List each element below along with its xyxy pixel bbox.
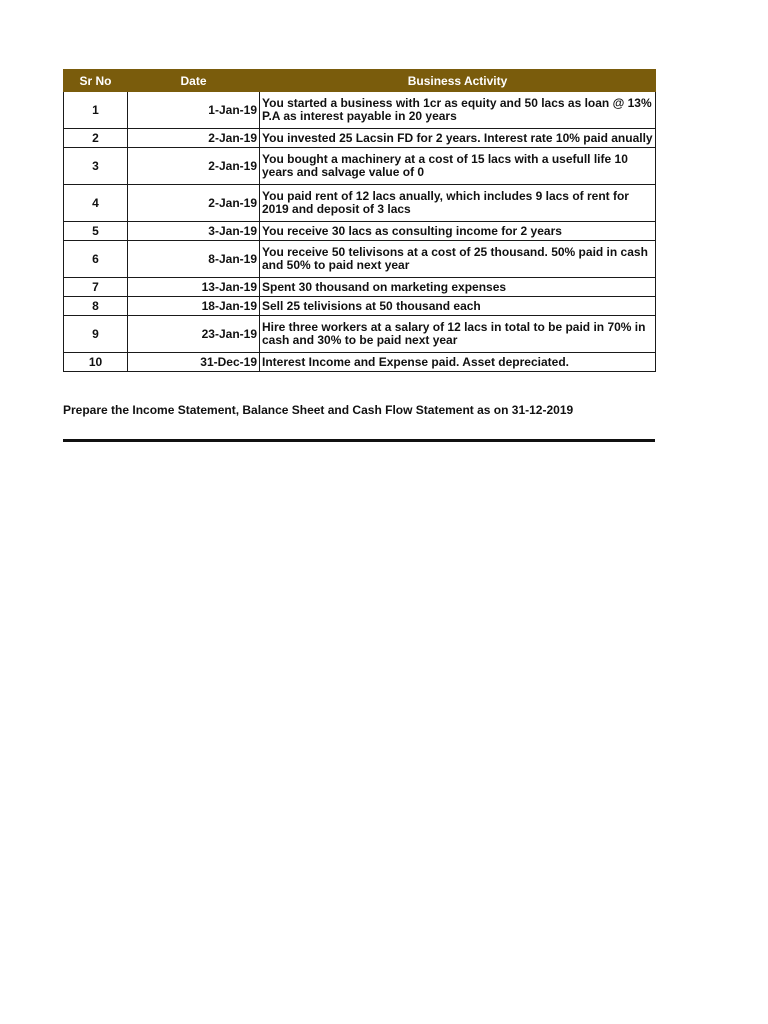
cell-date: 3-Jan-19	[128, 222, 260, 241]
cell-date: 2-Jan-19	[128, 185, 260, 222]
divider-rule	[63, 439, 655, 442]
table-row	[64, 92, 656, 129]
cell-activity: You receive 30 lacs as consulting income for 2 years	[260, 222, 656, 241]
business-activity-sheet	[63, 69, 655, 372]
cell-date: 2-Jan-19	[128, 148, 260, 185]
table-row	[64, 185, 656, 222]
cell-sr-no: 2	[64, 129, 128, 148]
table-header-row	[64, 70, 656, 92]
cell-date: 13-Jan-19	[128, 278, 260, 297]
header-sr-no: Sr No	[64, 70, 128, 92]
cell-activity: You receive 50 telivisons at a cost of 25 thousand. 50% paid in cash and 50% to paid next year	[260, 241, 656, 278]
table-row	[64, 241, 656, 278]
cell-sr-no: 7	[64, 278, 128, 297]
cell-sr-no: 8	[64, 297, 128, 316]
table-row	[64, 129, 656, 148]
cell-activity: Sell 25 telivisions at 50 thousand each	[260, 297, 656, 316]
table-row	[64, 278, 656, 297]
cell-date: 2-Jan-19	[128, 129, 260, 148]
cell-sr-no: 10	[64, 353, 128, 372]
cell-activity: You started a business with 1cr as equity and 50 lacs as loan @ 13% P.A as interest payable in 20 years	[260, 92, 656, 129]
cell-sr-no: 3	[64, 148, 128, 185]
cell-activity: Spent 30 thousand on marketing expenses	[260, 278, 656, 297]
cell-date: 8-Jan-19	[128, 241, 260, 278]
cell-sr-no: 4	[64, 185, 128, 222]
cell-sr-no: 5	[64, 222, 128, 241]
business-activity-table	[63, 69, 656, 372]
header-date: Date	[128, 70, 260, 92]
cell-sr-no: 9	[64, 316, 128, 353]
table-row	[64, 222, 656, 241]
cell-activity: You paid rent of 12 lacs anually, which includes 9 lacs of rent for 2019 and deposit of 3 lacs	[260, 185, 656, 222]
cell-date: 31-Dec-19	[128, 353, 260, 372]
cell-activity: You invested 25 Lacsin FD for 2 years. Interest rate 10% paid anually	[260, 129, 656, 148]
cell-date: 1-Jan-19	[128, 92, 260, 129]
table-row	[64, 316, 656, 353]
cell-date: 18-Jan-19	[128, 297, 260, 316]
cell-activity: You bought a machinery at a cost of 15 lacs with a usefull life 10 years and salvage value of 0	[260, 148, 656, 185]
cell-activity: Interest Income and Expense paid. Asset depreciated.	[260, 353, 656, 372]
cell-sr-no: 6	[64, 241, 128, 278]
table-row	[64, 148, 656, 185]
instruction-text: Prepare the Income Statement, Balance Sheet and Cash Flow Statement as on 31-12-2019	[63, 403, 574, 417]
cell-sr-no: 1	[64, 92, 128, 129]
table-row	[64, 353, 656, 372]
cell-date: 23-Jan-19	[128, 316, 260, 353]
cell-activity: Hire three workers at a salary of 12 lacs in total to be paid in 70% in cash and 30% to be paid next year	[260, 316, 656, 353]
header-business-activity: Business Activity	[260, 70, 656, 92]
table-row	[64, 297, 656, 316]
